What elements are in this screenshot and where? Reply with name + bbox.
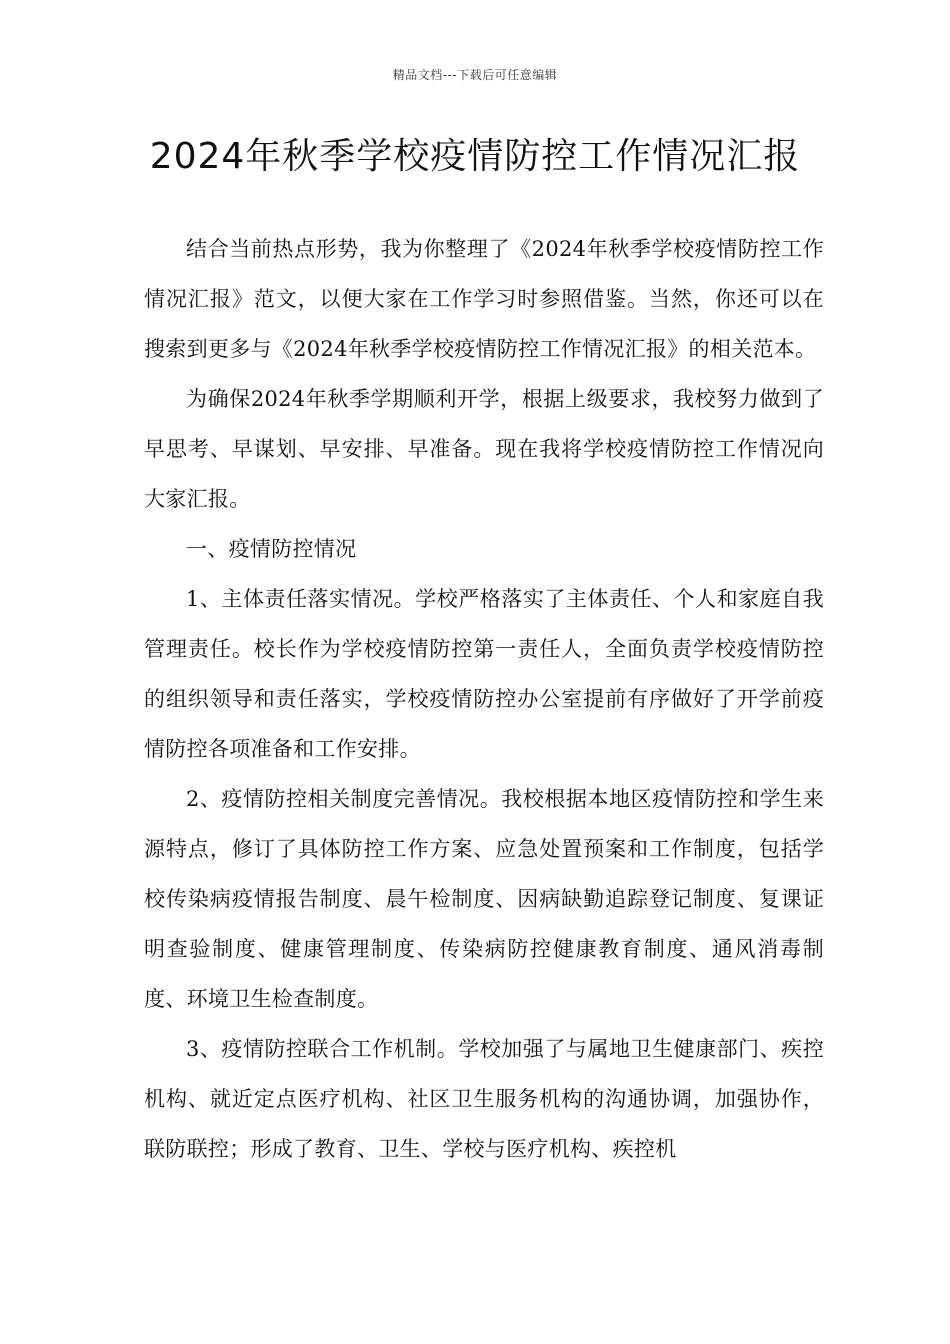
section-heading: 一、疫情防控情况 <box>186 537 357 561</box>
document-title: 2024年秋季学校疫情防控工作情况汇报 <box>149 136 801 177</box>
paragraph-item-2: 2、疫情防控相关制度完善情况。我校根据本地区疫情防控和学生来源特点，修订了具体防控工作方案、应急处置预案和工作制度，包括学校传染病疫情报告制度、晨午检制度、因病缺勤追踪登记制度、复课证明查验制度、健康管理制度、传染病防控健康教育制度、通风消毒制度、环境卫生检查制度。 <box>144 787 824 1011</box>
paragraph-item-3: 3、疫情防控联合工作机制。学校加强了与属地卫生健康部门、疾控机构、就近定点医疗机构、社区卫生服务机构的沟通协调，加强协作，联防联控；形成了教育、卫生、学校与医疗机构、疾控机 <box>144 1037 824 1161</box>
document-body <box>144 224 824 1174</box>
header-note: 精品文档---下载后可任意编辑 <box>392 68 558 82</box>
paragraph-intro: 结合当前热点形势，我为你整理了《2024年秋季学校疫情防控工作情况汇报》范文，以便大家在工作学习时参照借鉴。当然，你还可以在搜索到更多与《2024年秋季学校疫情防控工作情况汇报》的相关范本。 <box>144 237 824 361</box>
paragraph-item-1: 1、主体责任落实情况。学校严格落实了主体责任、个人和家庭自我管理责任。校长作为学校疫情防控第一责任人，全面负责学校疫情防控的组织领导和责任落实，学校疫情防控办公室提前有序做好了开学前疫情防控各项准备和工作安排。 <box>144 587 824 761</box>
paragraph-purpose: 为确保2024年秋季学期顺利开学，根据上级要求，我校努力做到了早思考、早谋划、早安排、早准备。现在我将学校疫情防控工作情况向大家汇报。 <box>144 387 824 511</box>
